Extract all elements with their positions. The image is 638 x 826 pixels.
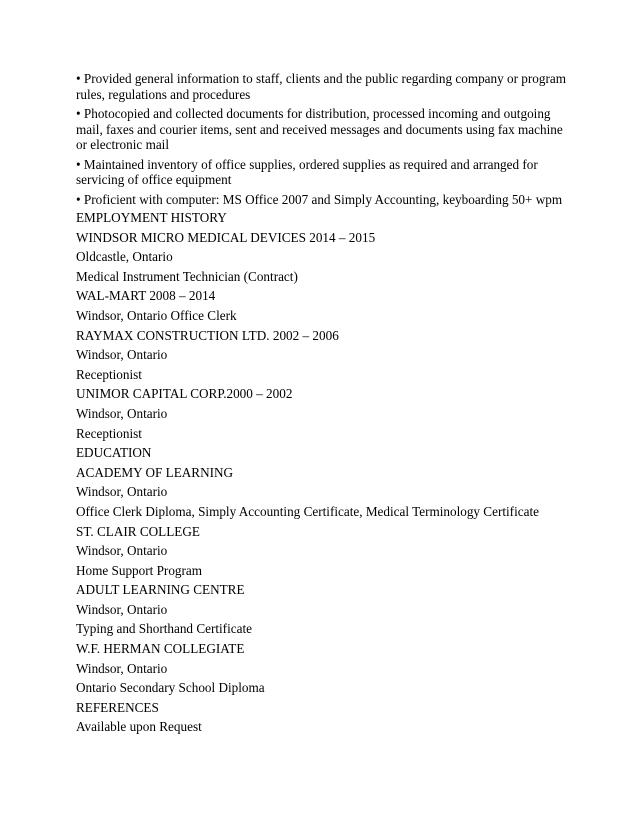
job-company: WAL-MART 2008 – 2014 — [76, 288, 216, 304]
skills-bullet: • Proficient with computer: MS Office 2007 and Simply Accounting, keyboarding 50+ wpm — [76, 191, 563, 207]
job-title: Medical Instrument Technician (Contract) — [76, 268, 298, 284]
school-location: Windsor, Ontario — [76, 543, 168, 559]
duty-bullet: • Photocopied and collected documents for distribution, processed incoming and outgoing mail, faxes and courier items, sent and received messages and documents using fax machine or electronic mail — [76, 106, 563, 152]
school-name: ST. CLAIR COLLEGE — [76, 523, 200, 539]
job-location: Oldcastle, Ontario — [76, 249, 173, 265]
education-heading: EDUCATION — [76, 445, 152, 461]
school-location: Windsor, Ontario — [76, 601, 168, 617]
job-company: UNIMOR CAPITAL CORP.2000 – 2002 — [76, 386, 293, 402]
school-location: Windsor, Ontario — [76, 484, 168, 500]
references-heading: REFERENCES — [76, 699, 159, 715]
job-company: WINDSOR MICRO MEDICAL DEVICES 2014 – 2015 — [76, 229, 376, 245]
school-location: Windsor, Ontario — [76, 660, 168, 676]
school-credential: Home Support Program — [76, 562, 203, 578]
employment-heading: EMPLOYMENT HISTORY — [76, 210, 227, 225]
resume-content — [76, 71, 566, 737]
school-name: ACADEMY OF LEARNING — [76, 464, 234, 480]
school-credential: Ontario Secondary School Diploma — [76, 680, 265, 696]
school-credential: Typing and Shorthand Certificate — [76, 621, 252, 637]
duty-bullet: • Maintained inventory of office supplies, ordered supplies as required and arranged for servicing of office equipment — [76, 156, 538, 187]
job-title: Receptionist — [76, 366, 142, 382]
job-title: Receptionist — [76, 425, 142, 441]
school-credential: Office Clerk Diploma, Simply Accounting Certificate, Medical Terminology Certificate — [76, 503, 539, 519]
job-location: Windsor, Ontario — [76, 347, 168, 363]
job-location: Windsor, Ontario — [76, 405, 168, 421]
school-name: ADULT LEARNING CENTRE — [76, 582, 245, 598]
references-text: Available upon Request — [76, 719, 202, 735]
job-company: RAYMAX CONSTRUCTION LTD. 2002 – 2006 — [76, 327, 339, 343]
school-name: W.F. HERMAN COLLEGIATE — [76, 641, 245, 657]
job-location: Windsor, Ontario Office Clerk — [76, 307, 237, 323]
duty-bullet: • Provided general information to staff, clients and the public regarding company or program rules, regulations and procedures — [76, 71, 566, 102]
